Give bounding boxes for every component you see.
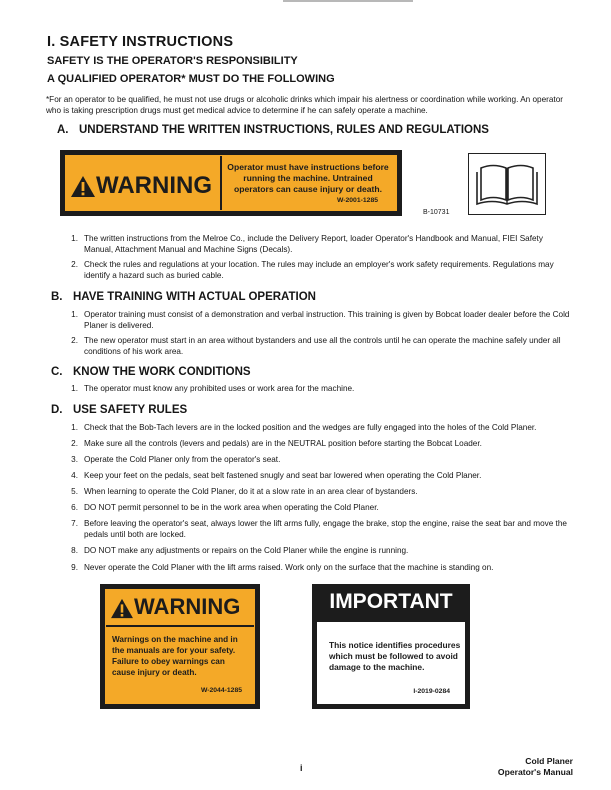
subsection-b-heading <box>51 291 316 303</box>
list-item: 3. Operate the Cold Planer only from the operator's seat. <box>71 455 281 464</box>
footer-product: Cold Planer Operator's Manual <box>497 756 573 777</box>
warning-triangle-icon <box>110 598 134 619</box>
subsection-letter: A. <box>57 124 69 136</box>
list-item: 1. The written instructions from the Melroe Co., include the Delivery Report, loader Operator's Handbook and Manual, FIEI Safety Manual, Attachment Manual and Machine Signs (Decals). <box>71 234 543 254</box>
warning-decal-operator-instructions <box>60 150 402 216</box>
important-title: IMPORTANT <box>329 590 453 613</box>
open-book-icon <box>469 154 545 214</box>
warning-decal-text: Warnings on the machine and in the manuals are for your safety. Failure to obey warnings can cause injury or death. <box>112 635 238 677</box>
subsection-title: KNOW THE WORK CONDITIONS <box>73 366 251 378</box>
list-item: 6. DO NOT permit personnel to be in the work area when operating the Cold Planer. <box>71 503 379 512</box>
decal-code: I-2019-0284 <box>413 688 450 695</box>
subsection-a-heading <box>57 124 489 136</box>
list-item: 9. Never operate the Cold Planer with the lift arms raised. Work only on the surface that the machine is standing on. <box>71 563 494 572</box>
list-item: 2. Make sure all the controls (levers and pedals) are in the NEUTRAL position before starting the Bobcat Loader. <box>71 439 482 448</box>
subsection-title: UNDERSTAND THE WRITTEN INSTRUCTIONS, RULES AND REGULATIONS <box>79 124 489 136</box>
decal-code: W-2044-1285 <box>200 687 242 694</box>
warning-decal-safety <box>100 584 260 709</box>
section-title: I. SAFETY INSTRUCTIONS <box>47 34 234 50</box>
subsection-letter: C. <box>51 366 63 378</box>
list-item: 5. When learning to operate the Cold Planer, do it at a slow rate in an area clear of bystanders. <box>71 487 418 496</box>
warning-decal-text: Operator must have instructions before running the machine. Untrained operators can cause injury or death. <box>227 162 389 194</box>
list-item: 2. The new operator must start in an area without bystanders and use all the controls until he can operate the machine safely under all conditions of his work area. <box>71 336 561 356</box>
subsection-d-heading <box>51 404 187 416</box>
subsection-letter: B. <box>51 291 63 303</box>
scan-top-rule <box>283 0 413 2</box>
list-item: 8. DO NOT make any adjustments or repairs on the Cold Planer while the engine is running. <box>71 546 409 555</box>
decal-divider <box>106 625 254 627</box>
page-number: i <box>300 763 303 773</box>
important-decal-text: This notice identifies procedures which must be followed to avoid damage to the machine. <box>329 640 461 672</box>
book-decal-code: B-10731 <box>423 209 450 216</box>
important-decal <box>312 584 470 709</box>
warning-triangle-icon <box>70 175 96 198</box>
qualified-heading: A QUALIFIED OPERATOR* MUST DO THE FOLLOWING <box>47 73 335 85</box>
subsection-title: USE SAFETY RULES <box>73 404 188 416</box>
list-item: 4. Keep your feet on the pedals, seat belt fastened snugly and seat bar lowered when operating the Cold Planer. <box>71 471 482 480</box>
list-item: 7. Before leaving the operator's seat, always lower the lift arms fully, engage the brake, stop the engine, raise the seat bar and move the pedals until both are locked. <box>71 519 567 539</box>
list-item: 2. Check the rules and regulations at your location. The rules may include an employer's work safety requirements. Regulations may identify a hazard such as buried cable. <box>71 260 554 280</box>
responsibility-heading: SAFETY IS THE OPERATOR'S RESPONSIBILITY <box>47 55 298 67</box>
subsection-c-heading <box>51 366 251 378</box>
subsection-letter: D. <box>51 404 63 416</box>
list-item: 1. The operator must know any prohibited uses or work area for the machine. <box>71 384 355 393</box>
list-item: 1. Operator training must consist of a demonstration and verbal instruction. This training is given by Bobcat loader dealer before the Cold Planer is delivered. <box>71 310 570 330</box>
list-item: 1. Check that the Bob-Tach levers are in the locked position and the wedges are fully engaged into the holes of the Cold Planer. <box>71 423 537 432</box>
subsection-title: HAVE TRAINING WITH ACTUAL OPERATION <box>73 291 316 303</box>
warning-banner: WARNING <box>110 594 240 620</box>
decal-code: W-2001-1285 <box>336 197 378 204</box>
warning-banner: WARNING <box>70 172 212 200</box>
qualified-note: *For an operator to be qualified, he must not use drugs or alcoholic drinks which impair his alertness or coordination while working. An operator who is taking prescription drugs must get medical advice to determine if he can safely operate a machine. <box>46 95 563 115</box>
open-book-decal <box>468 153 546 215</box>
